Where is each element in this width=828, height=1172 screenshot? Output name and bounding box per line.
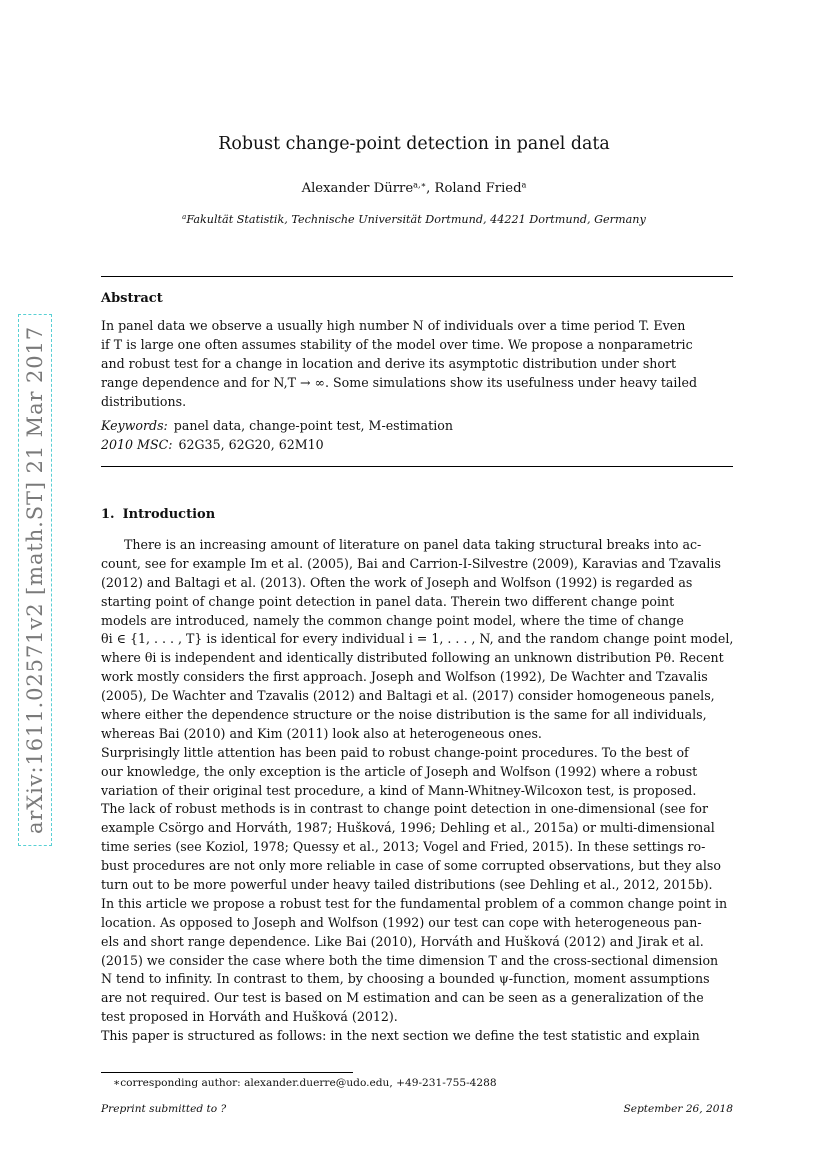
paragraph-line: where either the dependence structure or the noise distribution is the same for all individuals, <box>101 707 707 723</box>
paragraph-line: location. As opposed to Joseph and Wolfson (1992) our test can cope with heterogeneous pan- <box>101 914 702 930</box>
introduction-body <box>101 536 733 1046</box>
paragraph-line: starting point of change point detection in panel data. Therein two different change point <box>101 593 675 609</box>
paragraph-line: example Csörgo and Horváth, 1987; Hušková, 1996; Dehling et al., 2015a) or multi-dimensional <box>101 820 715 836</box>
arxiv-identifier-box <box>18 314 52 846</box>
keywords <box>101 418 453 433</box>
section-heading <box>101 507 215 522</box>
keywords-value: panel data, change-point test, M-estimation <box>173 418 453 433</box>
paragraph-line: where θi is independent and identically distributed following an unknown distribution Pθ. Recent <box>101 650 724 666</box>
paragraph-line: The lack of robust methods is in contrast to change point detection in one-dimensional (see for <box>101 801 708 817</box>
author-name: Alexander Dürre <box>301 181 414 196</box>
paragraph-line: N tend to infinity. In contrast to them, by choosing a bounded ψ-function, moment assumptions <box>101 971 710 987</box>
abstract-line: In panel data we observe a usually high number N of individuals over a time period T. Even <box>101 318 686 333</box>
author-mark: a,∗ <box>413 179 427 190</box>
abstract-bottom-rule <box>101 466 733 467</box>
paragraph-line: whereas Bai (2010) and Kim (2011) look also at heterogeneous ones. <box>101 725 542 741</box>
abstract-body <box>101 316 733 411</box>
paragraph-line: are not required. Our test is based on M estimation and can be seen as a generalization of the <box>101 990 704 1006</box>
paragraph-line: time series (see Koziol, 1978; Quessy et al., 2013; Vogel and Fried, 2015). In these settings ro- <box>101 839 706 855</box>
paragraph-line: models are introduced, namely the common change point model, where the time of change <box>101 612 684 628</box>
abstract-heading: Abstract <box>101 291 163 306</box>
paragraph-line: (2015) we consider the case where both the time dimension T and the cross-sectional dimension <box>101 952 719 968</box>
paragraph-line: turn out to be more powerful under heavy tailed distributions (see Dehling et al., 2012, 2015b). <box>101 877 713 893</box>
section-title: Introduction <box>122 507 216 522</box>
msc-codes <box>101 437 324 452</box>
footnote-rule <box>101 1072 353 1073</box>
paper-title: Robust change-point detection in panel data <box>218 134 610 154</box>
abstract-line: range dependence and for N,T → ∞. Some simulations show its usefulness under heavy tailed <box>101 375 698 390</box>
author-list <box>0 181 828 196</box>
affiliation-text: Fakultät Statistik, Technische Universität Dortmund, 44221 Dortmund, Germany <box>186 213 646 226</box>
paragraph-line: variation of their original test procedure, a kind of Mann-Whitney-Wilcoxon test, is proposed. <box>101 782 697 798</box>
abstract-line: if T is large one often assumes stability of the model over time. We propose a nonparametric <box>101 337 693 352</box>
author-mark: a <box>521 179 527 190</box>
paragraph-line: Surprisingly little attention has been paid to robust change-point procedures. To the best of <box>101 744 689 760</box>
affiliation <box>0 213 828 226</box>
affiliation-mark: a <box>182 213 187 222</box>
paragraph-line: θi ∈ {1, . . . , T} is identical for every individual i = 1, . . . , N, and the random change point model, <box>101 631 733 647</box>
preprint-note: Preprint submitted to ? <box>101 1103 227 1115</box>
author-separator: , <box>426 181 435 196</box>
keywords-label: Keywords: <box>101 418 168 433</box>
paragraph-line: This paper is structured as follows: in the next section we define the test statistic and explain <box>101 1028 700 1044</box>
paragraph-line: our knowledge, the only exception is the article of Joseph and Wolfson (1992) where a robust <box>101 763 698 779</box>
arxiv-identifier: arXiv:1611.02571v2 [math.ST] 21 Mar 2017 <box>23 325 47 835</box>
paragraph-line: bust procedures are not only more reliable in case of some corrupted observations, but they also <box>101 858 721 874</box>
paragraph-line: test proposed in Horváth and Hušková (2012). <box>101 1009 398 1025</box>
section-number: 1. <box>101 507 115 522</box>
abstract-top-rule <box>101 276 733 277</box>
abstract-line: and robust test for a change in location and derive its asymptotic distribution under short <box>101 356 677 371</box>
abstract-line: distributions. <box>101 394 187 409</box>
paragraph-line: In this article we propose a robust test for the fundamental problem of a common change point in <box>101 895 728 911</box>
date-note: September 26, 2018 <box>623 1103 733 1115</box>
msc-value: 62G35, 62G20, 62M10 <box>178 437 324 452</box>
paragraph-line: count, see for example Im et al. (2005), Bai and Carrion-I-Silvestre (2009), Karavias and Tzavalis <box>101 555 721 571</box>
paragraph-line: There is an increasing amount of literature on panel data taking structural breaks into ac- <box>124 537 702 552</box>
footnote: ∗corresponding author: alexander.duerre@udo.edu, +49-231-755-4288 <box>113 1077 497 1089</box>
paragraph-line: els and short range dependence. Like Bai (2010), Horváth and Hušková (2012) and Jirak et al. <box>101 933 704 949</box>
paragraph-line: (2012) and Baltagi et al. (2013). Often the work of Joseph and Wolfson (1992) is regarded as <box>101 574 693 590</box>
paragraph-line: work mostly considers the first approach. Joseph and Wolfson (1992), De Wachter and Tzavalis <box>101 669 708 685</box>
paragraph-line: (2005), De Wachter and Tzavalis (2012) and Baltagi et al. (2017) consider homogeneous panels, <box>101 688 715 704</box>
author-name: Roland Fried <box>434 181 522 196</box>
msc-label: 2010 MSC: <box>101 437 173 452</box>
